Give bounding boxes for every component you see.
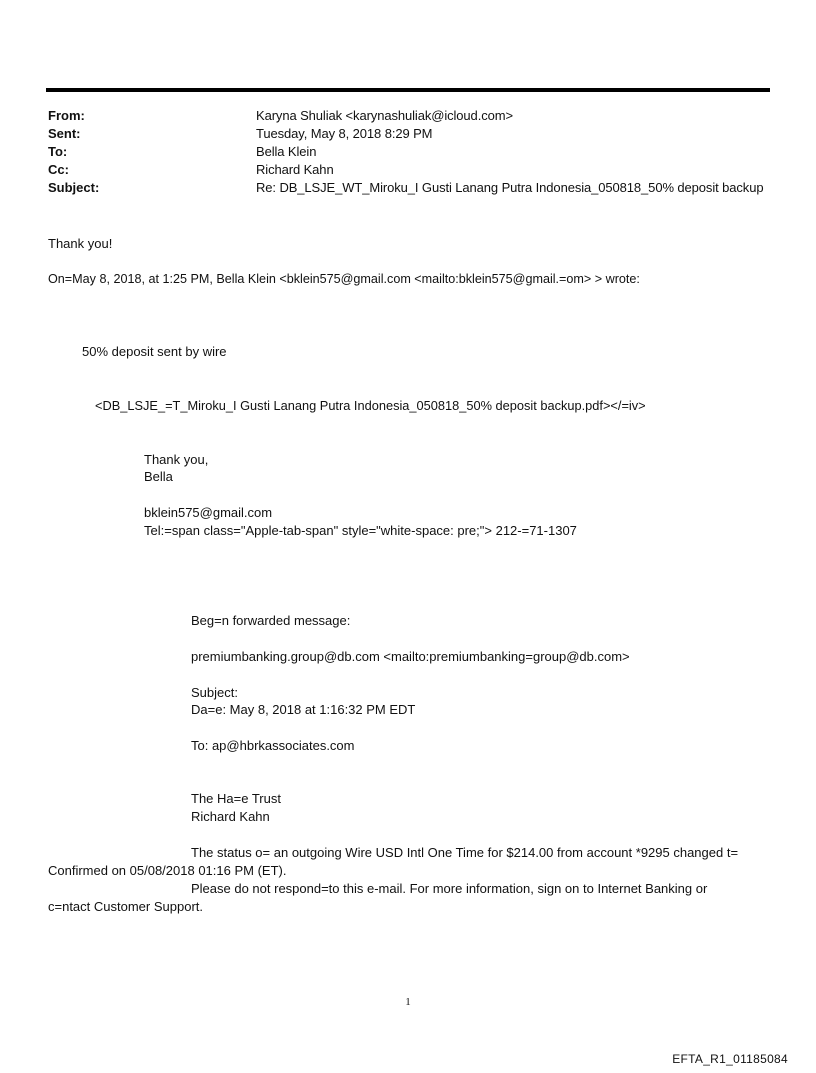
cc-row xyxy=(48,161,788,179)
forwarded-subject: Subject: xyxy=(191,685,238,700)
subject-row xyxy=(48,179,788,197)
trust-person: Richard Kahn xyxy=(191,809,270,824)
signer-tel: Tel:=span class="Apple-tab-span" style="white-space: pre;"> 212-=71-1307 xyxy=(144,523,577,538)
notice-line-1: Please do not respond=to this e-mail. For more information, sign on to Internet Banking or xyxy=(191,881,708,896)
signoff: Thank you, xyxy=(144,452,209,467)
signer-email: bklein575@gmail.com xyxy=(144,505,273,520)
forwarded-to: To: ap@hbrkassociates.com xyxy=(191,738,355,753)
forwarded-date: Da=e: May 8, 2018 at 1:16:32 PM EDT xyxy=(191,702,416,717)
quote-intro: On=May 8, 2018, at 1:25 PM, Bella Klein <bklein575@gmail.com <mailto:bklein575@gmail.=om> > wrote: xyxy=(48,272,640,286)
from-label: From: xyxy=(48,108,85,123)
signer-name: Bella xyxy=(144,469,173,484)
to-value: Bella Klein xyxy=(256,144,317,159)
from-row xyxy=(48,107,788,125)
cc-value: Richard Kahn xyxy=(256,162,334,177)
sent-value: Tuesday, May 8, 2018 8:29 PM xyxy=(256,126,433,141)
to-label: To: xyxy=(48,144,68,159)
attachment-line: <DB_LSJE_=T_Miroku_I Gusti Lanang Putra Indonesia_050818_50% deposit backup.pdf></=iv> xyxy=(95,398,646,413)
subject-label: Subject: xyxy=(48,180,100,195)
bates-number: EFTA_R1_01185084 xyxy=(672,1052,788,1066)
from-value: Karyna Shuliak <karynashuliak@icloud.com> xyxy=(256,108,513,123)
cc-label: Cc: xyxy=(48,162,69,177)
header-rule xyxy=(46,88,770,92)
status-line-2: Confirmed on 05/08/2018 01:16 PM (ET). xyxy=(48,863,287,878)
sent-row xyxy=(48,125,788,143)
notice-line-2: c=ntact Customer Support. xyxy=(48,899,203,914)
thanks-line: Thank you! xyxy=(48,236,113,251)
forwarded-from: premiumbanking.group@db.com <mailto:premiumbanking=group@db.com> xyxy=(191,649,630,664)
forwarded-label: Beg=n forwarded message: xyxy=(191,613,351,628)
sent-label: Sent: xyxy=(48,126,81,141)
page-number: 1 xyxy=(405,996,411,1008)
status-line-1: The status o= an outgoing Wire USD Intl One Time for $214.00 from account *9295 changed t= xyxy=(191,845,739,860)
to-row xyxy=(48,143,788,161)
deposit-note: 50% deposit sent by wire xyxy=(82,344,227,359)
subject-value: Re: DB_LSJE_WT_Miroku_I Gusti Lanang Putra Indonesia_050818_50% deposit backup xyxy=(256,180,764,195)
trust-name: The Ha=e Trust xyxy=(191,791,281,806)
